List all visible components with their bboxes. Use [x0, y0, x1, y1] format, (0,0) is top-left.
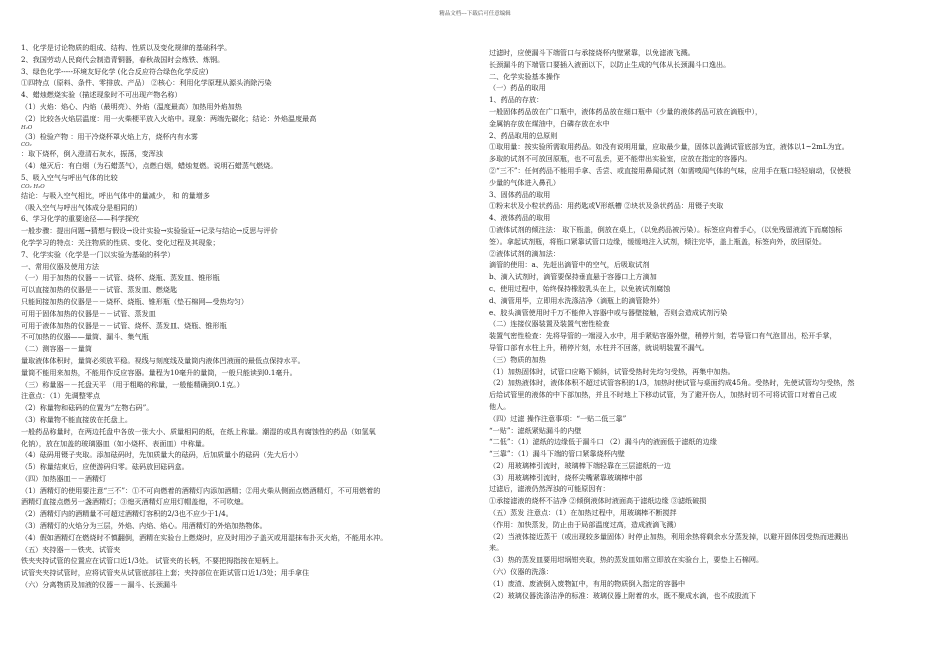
text-line: ：取下烧杯，倒入澄清石灰水，振荡，变浑浊 — [21, 149, 163, 159]
text-line: ①取用量：按实验所需取用药品。如没有说明用量，应取最少量，固体以盖满试管底部为宜，液体以1~2mL为宜。 — [489, 142, 849, 152]
text-line: （作用：加快蒸发，防止由于局部温度过高，造成液滴飞溅） — [489, 519, 681, 529]
text-line: （2）当液体接近蒸干（或出现较多量固体）时停止加热，利用余热将剩余水分蒸发掉，以避开固体因受热而迸溅出 — [489, 531, 849, 541]
text-line: 化学学习的特点：关注物质的性质、变化、变化过程及其现象； — [21, 237, 220, 247]
text-line: c、使用过程中，始终保持橡胶乳头在上，以免被试剂腐蚀 — [489, 283, 671, 293]
text-line: 一般步骤：提出问题→猜想与假设→设计实验→实验验证→记录与结论→反思与评价 — [21, 226, 278, 236]
text-line: （2）加热液体时，液体体积不超过试管容积的1/3，加热时使试管与桌面约成45角。受热时，先使试管均匀受热，然 — [489, 378, 855, 388]
text-line: （2）玻璃仪器洗涤洁净的标准：玻璃仪器上附着的水，既不聚成水滴，也不成股流下 — [489, 590, 756, 600]
text-line: 不可加热的仪器——量筒、漏斗、集气瓶 — [21, 332, 149, 342]
chemical-formula-annotation: CO₂ H₂O — [21, 183, 45, 190]
text-line: （3）称量物不能直接放在托盘上。 — [21, 414, 132, 424]
text-line: （2）用玻璃棒引流时，玻璃棒下端轻靠在三层滤纸的一边 — [489, 460, 671, 470]
text-line: 可以直接加热的仪器是－－试管、蒸发皿、燃烧匙 — [21, 285, 178, 295]
text-line: d、滴管用毕，立即用水洗涤洁净（滴瓶上的滴管除外） — [489, 295, 664, 305]
text-line: 后给试管里的液体的中下部加热，并且不时地上下移动试管，为了避开伤人，加热时切不可将试管口对着自己或 — [489, 390, 837, 400]
text-line: 5、吸入空气与呼出气体的比较 — [21, 172, 118, 182]
right-column — [489, 47, 932, 601]
text-line: 一般药品称量时，在两边托盘中各放一张大小、质量相同的纸，在纸上称量。潮湿的或具有腐蚀性的药品（如氢氧 — [21, 426, 376, 436]
text-line: （五）夹持器－－铁夹、试管夹 — [21, 544, 121, 554]
text-line: （3）用玻璃棒引流时，烧杯尖嘴紧靠玻璃棒中部 — [489, 472, 643, 482]
text-line: （1）加热固体时，试管口应略下倾斜，试管受热时先均匀受热，再集中加热。 — [489, 366, 735, 376]
text-line: （吸入空气与呼出气体成分是相同的） — [21, 202, 142, 212]
text-line: 长颈漏斗的下端管口要插入液面以下，以防止生成的气体从长颈漏斗口逸出。 — [489, 59, 731, 69]
text-line: 一、常用仪器及使用方法 — [21, 261, 100, 271]
chemical-formula-annotation: CO₂ — [21, 142, 32, 149]
text-line: （1）酒精灯的使用要注意“三不”：①不可向燃着的酒精灯内添加酒精；②用火柴从侧面点燃酒精灯，不可用燃着的 — [21, 485, 381, 495]
text-line: 4、蜡烛燃烧实验（描述现象时不可出现产物名称） — [21, 90, 182, 100]
text-line: （五）蒸发 注意点：（1）在加热过程中，用玻璃棒不断搅拌 — [489, 508, 677, 518]
text-line: ②液体试剂的滴加法： — [489, 248, 560, 258]
text-line: 结论：与吸入空气相比，呼出气体中的量减少， 和 的量增多 — [21, 190, 210, 200]
text-line: （2）比较各火焰层温度：用一火柴梗平放入火焰中。现象：两端先碳化；结论：外焰温度最高 — [21, 113, 317, 123]
text-line: （四）加热器皿－－酒精灯 — [21, 473, 107, 483]
text-line: （4）熄灭后：有白烟（为石蜡蒸气），点燃白烟，蜡烛复燃。说明石蜡蒸气燃烧。 — [21, 161, 278, 171]
text-line: （三）物质的加热 — [489, 354, 546, 364]
text-line: 酒精灯直接点燃另一盏酒精灯；③熄灭酒精灯应用灯帽盖熄，不可吹熄。 — [21, 497, 248, 507]
text-line: 试管夹夹持试管时，应将试管夹从试管底部往上套；夹持部位在距试管口近1/3处；用手拿住 — [21, 568, 310, 578]
page-header: 精品文档---下载后可任意编辑 — [439, 11, 511, 17]
text-line: ①液体试剂的倾注法： 取下瓶盖，倒放在桌上，（以免药品被污染）。标签应向着手心，（以免残留液流下而腐蚀标 — [489, 224, 843, 234]
text-line: 多取的试剂不可放回原瓶，也不可乱丢，更不能带出实验室，应放在指定的容器内。 — [489, 154, 752, 164]
text-line: 量筒不能用来加热，不能用作反应容器。量程为10毫升的量筒，一般只能读到0.1毫升。 — [21, 367, 297, 377]
text-line: 金属钠存放在煤油中，白磷存放在水中 — [489, 118, 610, 128]
text-line: （2）酒精灯内的酒精量不可超过酒精灯容积的2/3也不应少于1/4。 — [21, 509, 233, 519]
text-line: 过滤时，应使漏斗下端管口与承接烧杯内壁紧靠，以免滤液飞溅。 — [489, 48, 695, 57]
text-line: （3）热的蒸发皿要用坩埚钳夹取，热的蒸发皿如需立即放在实验台上，要垫上石棉网。 — [489, 555, 764, 565]
text-line: “一贴”：滤纸紧贴漏斗的内壁 — [489, 425, 582, 435]
text-line: 4、液体药品的取用 — [489, 213, 551, 223]
text-line: ①粉末状及小粒状药品：用药匙或V形纸槽 ②块状及条状药品：用镊子夹取 — [489, 201, 724, 211]
text-line: 二、化学实验基本操作 — [489, 71, 560, 81]
text-line: b、滴入试剂时，滴管要保持垂直悬于容器口上方滴加 — [489, 272, 657, 282]
text-line: （4）砝码用镊子夹取。添加砝码时，先加质量大的砝码，后加质量小的砝码（先大后小） — [21, 450, 303, 460]
text-line: 3、绿色化学-----环境友好化学 (化合反应符合绿色化学反应) — [21, 66, 209, 76]
left-column — [21, 42, 479, 591]
chemical-formula-annotation: H₂O — [21, 124, 33, 131]
text-line: （二）连接仪器装置及装置气密性检查 — [489, 319, 610, 329]
text-line: 6、学习化学的重要途径——科学探究 — [21, 214, 140, 224]
text-line: （3）检验产物 ：用干冷烧杯罩火焰上方，烧杯内有水雾 — [21, 131, 199, 141]
text-line: （一）药品的取用 — [489, 83, 546, 93]
text-line: e、胶头滴管使用时千万不能伸入容器中或与器壁接触，否则会造成试剂污染 — [489, 307, 728, 317]
text-line: 只能间接加热的仪器是－－烧杯、烧瓶、锥形瓶（垫石棉网—受热均匀） — [21, 296, 248, 306]
text-line: 化钠），放在加盖的玻璃器皿（如小烧杯、表面皿）中称量。 — [21, 438, 209, 448]
text-line: ①承接滤液的烧杯不洁净 ②倾倒液体时液面高于滤纸边缘 ③滤纸破损 — [489, 496, 707, 506]
text-line: 2、药品取用的总原则 — [489, 130, 558, 140]
text-line: （六）仪器的洗涤： — [489, 567, 553, 577]
text-line: （三）称量器－－托盘天平 （用于粗略的称量，一般能精确到0.1克。） — [21, 379, 244, 389]
text-line: ①四特点（原料、条件、零排放、产品） ②核心：利用化学原理从源头消除污染 — [21, 78, 272, 88]
text-line: （1）火焰：焰心、内焰（最明亮）、外焰（温度最高）加热用外焰加热 — [21, 101, 242, 111]
text-line: （六）分离物质及加液的仪器－－漏斗、长颈漏斗 — [21, 580, 178, 590]
text-line: （二）测容器－－量筒 — [21, 344, 92, 354]
text-line: 少量的气体进入鼻孔） — [489, 177, 560, 187]
text-line: 他人。 — [489, 401, 511, 411]
text-line: （4）假如酒精灯在燃烧时不慎翻倒，酒精在实验台上燃烧时，应及时用沙子盖灭或用湿抹布扑灭火焰，不能用水冲。 — [21, 532, 388, 542]
text-line: 一般固体药品放在广口瓶中，液体药品放在细口瓶中（少量的液体药品可放在滴瓶中）， — [489, 106, 763, 116]
text-line: “二低”：（1）滤纸的边缘低于漏斗口 （2）漏斗内的液面低于滤纸的边缘 — [489, 437, 717, 447]
text-line: 导管口部有水柱上升，稍停片刻，水柱并不回落，就说明装置不漏气。 — [489, 342, 709, 352]
text-line: “三靠”：（1）漏斗下端的管口紧靠烧杯内壁 — [489, 449, 625, 459]
text-line: （3）酒精灯的火焰分为三层，外焰、内焰、焰心。用酒精灯的外焰加热物体。 — [21, 521, 267, 531]
text-line: 1、化学是讨论物质的组成、结构、性质以及变化规律的基础科学。 — [21, 43, 232, 52]
text-line: （5）称量结束后，应使游码归零。砝码放回砝码盒。 — [21, 462, 189, 472]
text-line: 3、固体药品的取用 — [489, 189, 551, 199]
text-line: 装置气密性检查：先将导管的一端浸入水中，用手紧贴容器外壁，稍停片刻，若导管口有气泡冒出，松开手掌， — [489, 331, 837, 341]
text-line: 可用于固体加热的仪器是－－试管、蒸发皿 — [21, 308, 156, 318]
text-line: 可用于液体加热的仪器是－－试管、烧杯、蒸发皿、烧瓶、锥形瓶 — [21, 320, 227, 330]
text-line: ②“三不”：任何药品不能用手拿、舌尝、或直接用鼻闻试剂（如需嗅闻气体的气味，应用手在瓶口轻轻扇动，仅使极 — [489, 165, 851, 175]
text-line: 来。 — [489, 543, 504, 553]
text-line: （一）用于加热的仪器－－试管、烧杯、烧瓶、蒸发皿、锥形瓶 — [21, 273, 220, 283]
text-line: 铁夹夹持试管的位置应在试管口近1/3处。 试管夹的长柄，不要把拇指按在短柄上。 — [21, 556, 283, 566]
text-line: 注意点：（1）先调整零点 — [21, 391, 100, 401]
text-line: 7、化学实验（化学是一门以实验为基础的科学） — [21, 249, 175, 259]
text-line: （四）过滤 操作注意事项：“一贴二低三靠” — [489, 413, 627, 423]
text-line: 滴管的使用：a、先赶出滴管中的空气，后吸取试剂 — [489, 260, 650, 270]
text-line: （2）称量物和砝码的位置为“左物右码”。 — [21, 403, 154, 413]
text-line: 2、我国劳动人民商代会制造青铜器，春秋战国时会炼铁、炼钢。 — [21, 54, 225, 64]
text-line: 过滤后，滤液仍然浑浊的可能原因有： — [489, 484, 610, 494]
text-line: 量取液体体积时，量筒必须放平稳。视线与刻度线及量筒内液体凹液面的最低点保持水平。 — [21, 355, 305, 365]
text-line: （1）废渣、废液倒入废物缸中，有用的物质倒入指定的容器中 — [489, 578, 686, 588]
text-line: 签）。拿起试剂瓶，将瓶口紧靠试管口边缘，缓缓地注入试剂，倾注完毕，盖上瓶盖，标签向外，放回原处。 — [489, 236, 826, 246]
text-line: 1、药品的存放： — [489, 95, 544, 105]
